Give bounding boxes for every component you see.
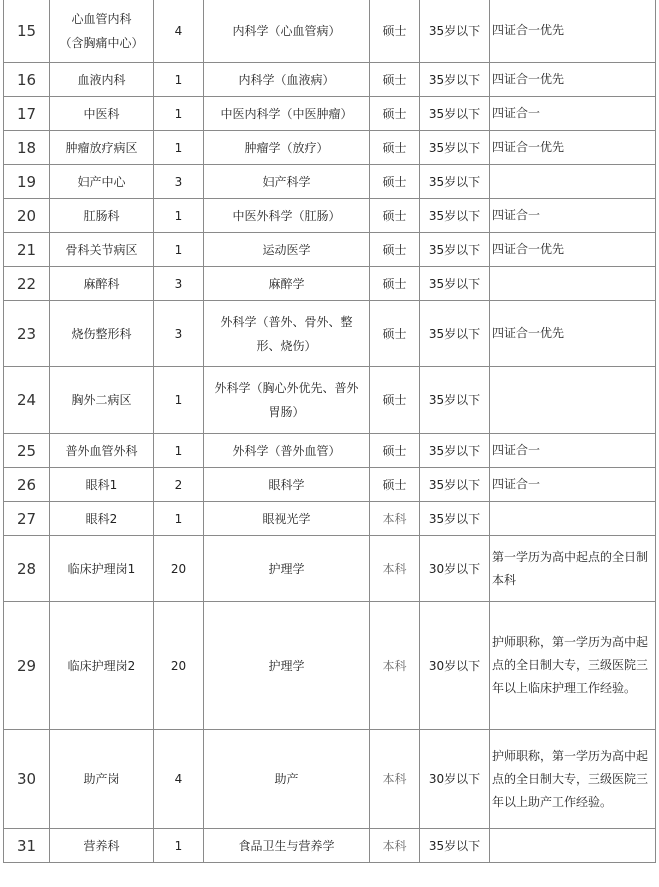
headcount: 3 [154,267,204,301]
recruitment-table [3,0,656,863]
department: 中医科 [50,97,154,131]
education: 硕士 [370,434,420,468]
note [490,502,656,536]
note: 四证合一优先 [490,233,656,267]
education: 硕士 [370,97,420,131]
age-limit: 35岁以下 [420,131,490,165]
age-limit: 35岁以下 [420,0,490,63]
major: 助产 [204,730,370,829]
headcount: 1 [154,829,204,863]
department: 助产岗 [50,730,154,829]
headcount: 20 [154,536,204,602]
education: 硕士 [370,468,420,502]
department: 麻醉科 [50,267,154,301]
education: 本科 [370,829,420,863]
major: 护理学 [204,602,370,730]
row-number: 21 [4,233,50,267]
age-limit: 35岁以下 [420,233,490,267]
education: 硕士 [370,131,420,165]
headcount: 1 [154,367,204,434]
education: 本科 [370,602,420,730]
headcount: 2 [154,468,204,502]
table-row [4,165,656,199]
major: 食品卫生与营养学 [204,829,370,863]
major: 肿瘤学（放疗） [204,131,370,165]
note: 护师职称，第一学历为高中起点的全日制大专，三级医院三年以上助产工作经验。 [490,730,656,829]
table-row [4,730,656,829]
department: 肛肠科 [50,199,154,233]
education: 本科 [370,502,420,536]
row-number: 29 [4,602,50,730]
age-limit: 35岁以下 [420,502,490,536]
education: 硕士 [370,301,420,367]
major: 内科学（血液病） [204,63,370,97]
row-number: 23 [4,301,50,367]
table-row [4,267,656,301]
age-limit: 35岁以下 [420,199,490,233]
note: 四证合一 [490,434,656,468]
note [490,267,656,301]
education: 硕士 [370,199,420,233]
note [490,165,656,199]
table-row [4,536,656,602]
education: 硕士 [370,367,420,434]
table-row [4,829,656,863]
headcount: 1 [154,434,204,468]
row-number: 27 [4,502,50,536]
age-limit: 35岁以下 [420,97,490,131]
table-row [4,434,656,468]
department: 烧伤整形科 [50,301,154,367]
age-limit: 35岁以下 [420,468,490,502]
major: 运动医学 [204,233,370,267]
table-row [4,367,656,434]
table-row [4,63,656,97]
row-number: 19 [4,165,50,199]
major: 眼视光学 [204,502,370,536]
headcount: 1 [154,131,204,165]
department: 骨科关节病区 [50,233,154,267]
major: 护理学 [204,536,370,602]
headcount: 3 [154,301,204,367]
headcount: 1 [154,63,204,97]
age-limit: 35岁以下 [420,165,490,199]
education: 硕士 [370,267,420,301]
age-limit: 35岁以下 [420,829,490,863]
age-limit: 30岁以下 [420,536,490,602]
note: 第一学历为高中起点的全日制本科 [490,536,656,602]
age-limit: 35岁以下 [420,367,490,434]
note [490,367,656,434]
education: 本科 [370,536,420,602]
note: 四证合一优先 [490,0,656,63]
department [50,0,154,63]
row-number: 25 [4,434,50,468]
note: 四证合一优先 [490,301,656,367]
department: 妇产中心 [50,165,154,199]
major: 中医外科学（肛肠） [204,199,370,233]
note: 护师职称，第一学历为高中起点的全日制大专，三级医院三年以上临床护理工作经验。 [490,602,656,730]
table-row [4,199,656,233]
department: 普外血管外科 [50,434,154,468]
row-number: 28 [4,536,50,602]
education: 硕士 [370,165,420,199]
headcount: 1 [154,199,204,233]
department: 胸外二病区 [50,367,154,434]
table-row [4,301,656,367]
major: 外科学（普外、骨外、整形、烧伤） [204,301,370,367]
age-limit: 35岁以下 [420,434,490,468]
major: 外科学（胸心外优先、普外胃肠） [204,367,370,434]
major: 妇产科学 [204,165,370,199]
row-number: 20 [4,199,50,233]
row-number: 24 [4,367,50,434]
row-number: 16 [4,63,50,97]
table-row [4,233,656,267]
table-row [4,97,656,131]
note: 四证合一 [490,199,656,233]
department: 眼科2 [50,502,154,536]
headcount: 4 [154,0,204,63]
note: 四证合一优先 [490,63,656,97]
department: 血液内科 [50,63,154,97]
major: 麻醉学 [204,267,370,301]
row-number: 22 [4,267,50,301]
age-limit: 35岁以下 [420,63,490,97]
note [490,829,656,863]
major: 中医内科学（中医肿瘤） [204,97,370,131]
row-number: 17 [4,97,50,131]
row-number: 15 [4,0,50,63]
education: 硕士 [370,0,420,63]
headcount: 4 [154,730,204,829]
table-row [4,0,656,63]
major: 眼科学 [204,468,370,502]
note: 四证合一优先 [490,131,656,165]
department: 肿瘤放疗病区 [50,131,154,165]
education: 硕士 [370,233,420,267]
department: 临床护理岗2 [50,602,154,730]
headcount: 1 [154,97,204,131]
headcount: 1 [154,502,204,536]
headcount: 1 [154,233,204,267]
major: 外科学（普外血管） [204,434,370,468]
note: 四证合一 [490,97,656,131]
department-text: 心血管内科 （含胸痛中心） [59,11,144,50]
row-number: 30 [4,730,50,829]
major: 内科学（心血管病） [204,0,370,63]
note: 四证合一 [490,468,656,502]
row-number: 18 [4,131,50,165]
age-limit: 35岁以下 [420,301,490,367]
table-row [4,502,656,536]
table-row [4,468,656,502]
department: 眼科1 [50,468,154,502]
age-limit: 30岁以下 [420,602,490,730]
headcount: 20 [154,602,204,730]
department: 营养科 [50,829,154,863]
age-limit: 30岁以下 [420,730,490,829]
table-row [4,602,656,730]
education: 本科 [370,730,420,829]
headcount: 3 [154,165,204,199]
row-number: 26 [4,468,50,502]
age-limit: 35岁以下 [420,267,490,301]
row-number: 31 [4,829,50,863]
education: 硕士 [370,63,420,97]
department: 临床护理岗1 [50,536,154,602]
table-row [4,131,656,165]
